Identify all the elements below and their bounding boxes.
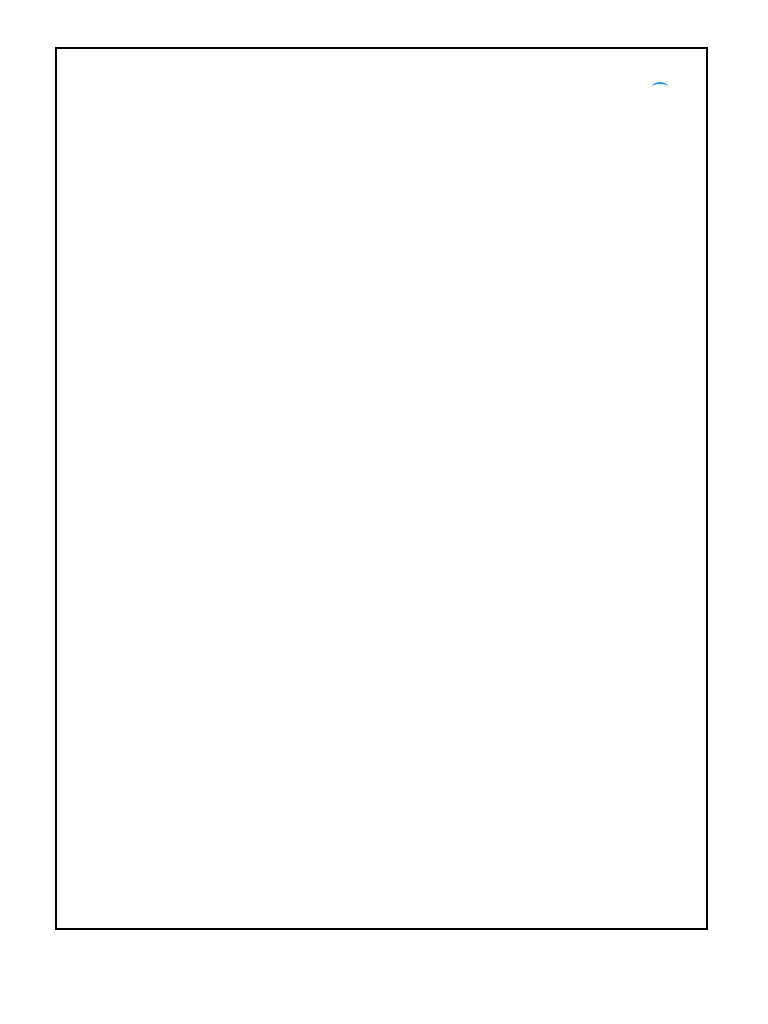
checklist-form-frame: [55, 47, 708, 930]
form-title: [180, 48, 482, 120]
revision-number: [485, 148, 705, 172]
tractebel-logo: [586, 48, 707, 120]
logo-arc-icon: [652, 82, 668, 92]
